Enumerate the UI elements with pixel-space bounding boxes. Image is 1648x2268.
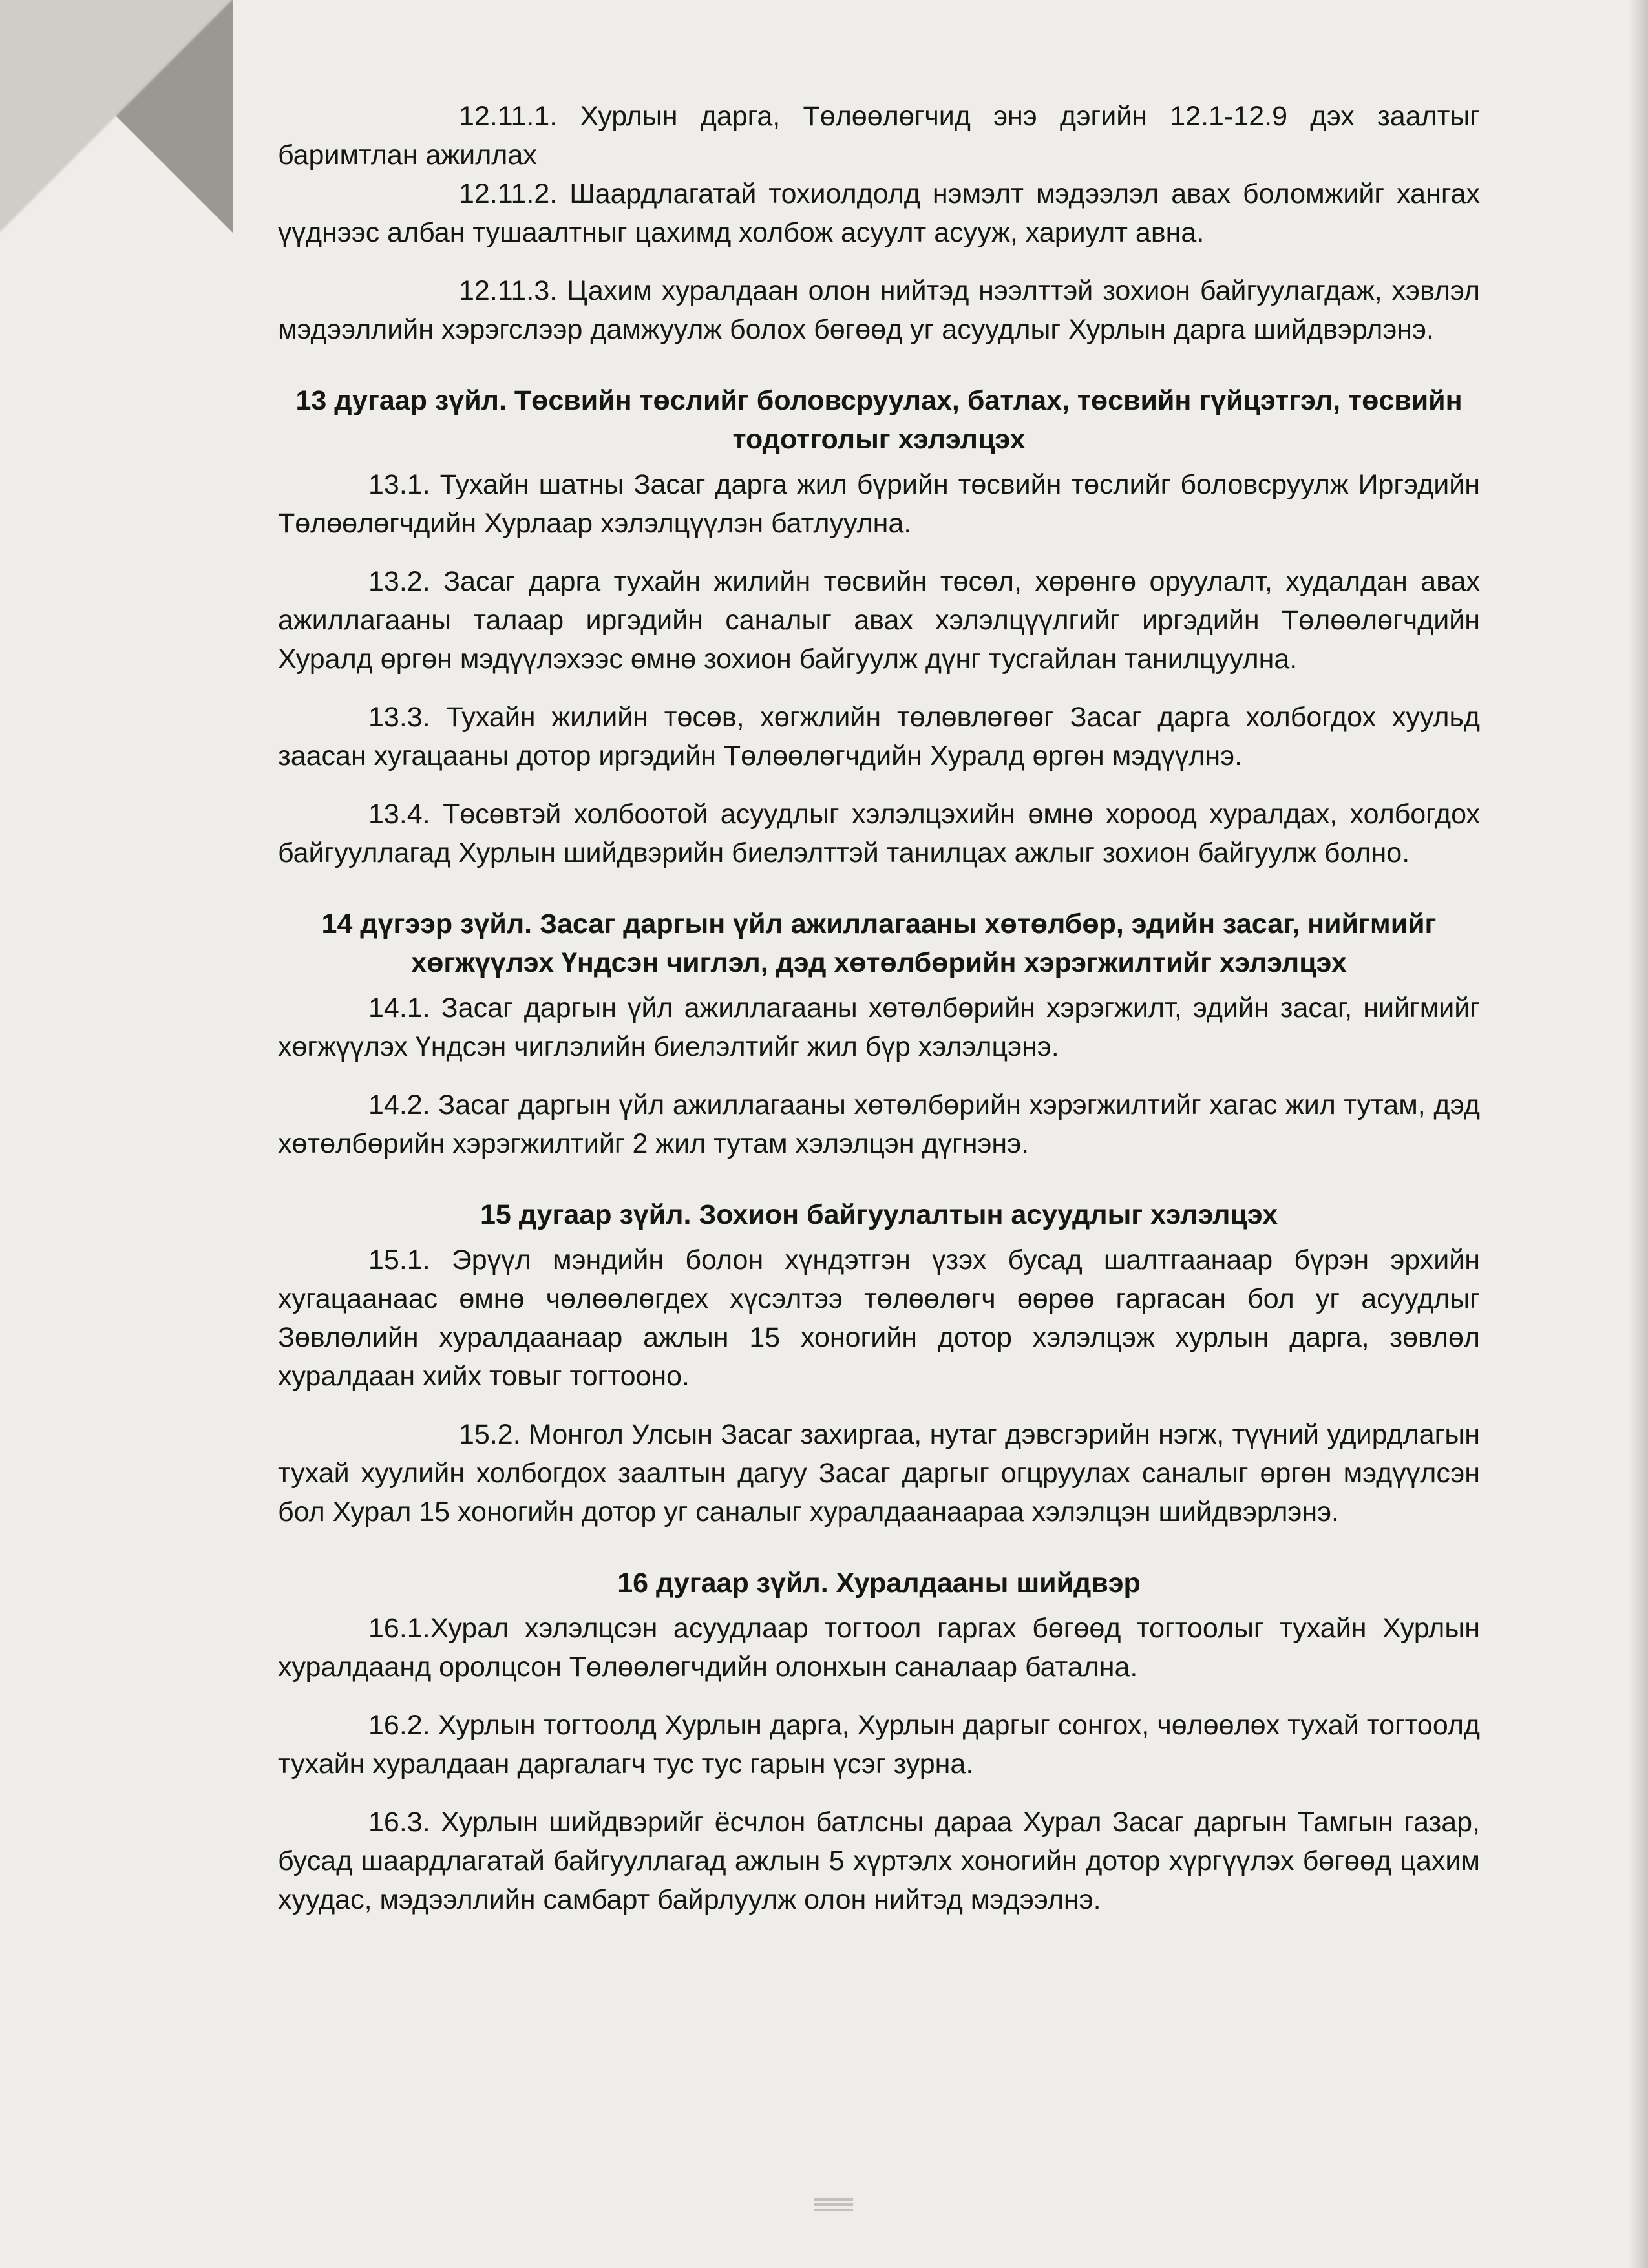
article-15-title: 15 дугаар зүйл. Зохион байгуулалтын асуудлыг хэлэлцэх — [480, 1199, 1278, 1230]
clause-13-4: 13.4. Төсөвтэй холбоотой асуудлыг хэлэлцэхийн өмнө хороод хуралдах, холбогдох байгууллагад Хурлын шийдвэрийн биелэлттэй танилцах ажлыг зохион байгуулж болно. — [278, 799, 1480, 868]
page-edge-shadow — [1629, 0, 1648, 2268]
clause-16-3: 16.3. Хурлын шийдвэрийг ёсчлон батлсны дараа Хурал Засаг даргын Тамгын газар, бусад шаардлагатай байгууллагад ажлын 5 хүртэлх хоногийн дотор хүргүүлэх бөгөөд цахим хуудас, мэдээллийн самбарт байрлуулж олон нийтэд мэдээлнэ. — [278, 1807, 1480, 1915]
clause-14-2: 14.2. Засаг даргын үйл ажиллагааны хөтөлбөрийн хэрэгжилтийг хагас жил тутам, дэд хөтөлбөрийн хэрэгжилтийг 2 жил тутам хэлэлцэн дүгнэнэ. — [278, 1089, 1480, 1159]
clause-13-3: 13.3. Тухайн жилийн төсөв, хөгжлийн төлөвлөгөөг Засаг дарга холбогдох хуульд заасан хугацааны дотор иргэдийн Төлөөлөгчдийн Хуралд өргөн мэдүүлнэ. — [278, 702, 1480, 772]
clause-15-2: 15.2. Монгол Улсын Засаг захиргаа, нутаг дэвсгэрийн нэгж, түүний удирдлагын тухай хуулийн холбогдох заалтын дагуу Засаг даргыг огцруулах саналыг өргөн мэдүүлсэн бол Хурал 15 хоногийн дотор уг саналыг хуралдаанаараа хэлэлцэн шийдвэрлэнэ. — [278, 1419, 1480, 1528]
folded-corner-edge — [0, 0, 239, 239]
clause-16-2: 16.2. Хурлын тогтоолд Хурлын дарга, Хурлын даргыг сонгох, чөлөөлөх тухай тогтоолд тухайн хуралдаан даргалагч тус тус гарын үсэг зурна. — [278, 1710, 1480, 1780]
scan-mark — [814, 2197, 853, 2211]
article-13-title: 13 дугаар зүйл. Төсвийн төслийг боловсруулах, батлах, төсвийн гүйцэтгэл, төсвийн тодотголыг хэлэлцэх — [295, 385, 1463, 455]
clause-13-2: 13.2. Засаг дарга тухайн жилийн төсвийн төсөл, хөрөнгө оруулалт, худалдан авах ажиллагааны талаар иргэдийн саналыг авах хэлэлцүүлгийг иргэдийн Төлөөлөгчдийн Хуралд өргөн мэдүүлэхээс өмнө зохион байгуулж дүнг тусгайлан танилцуулна. — [278, 566, 1480, 675]
clause-12-11-3: 12.11.3. Цахим хуралдаан олон нийтэд нээлттэй зохион байгуулагдаж, хэвлэл мэдээллийн хэрэгслээр дамжуулж болох бөгөөд уг асуудлыг Хурлын дарга шийдвэрлэнэ. — [278, 275, 1480, 345]
clause-13-1: 13.1. Тухайн шатны Засаг дарга жил бүрийн төсвийн төслийг боловсруулж Иргэдийн Төлөөлөгчдийн Хурлаар хэлэлцүүлэн батлуулна. — [278, 469, 1480, 539]
article-16-title: 16 дугаар зүйл. Хуралдааны шийдвэр — [617, 1568, 1141, 1599]
clause-12-11-1: 12.11.1. Хурлын дарга, Төлөөлөгчид энэ дэгийн 12.1-12.9 дэх заалтыг баримтлан ажиллах — [278, 101, 1480, 171]
clause-15-1: 15.1. Эрүүл мэндийн болон хүндэтгэн үзэх бусад шалтгаанаар бүрэн эрхийн хугацаанаас өмнө чөлөөлөгдех хүсэлтээ төлөөлөгч өөрөө гаргасан бол уг асуудлыг Зөвлөлийн хуралдаанаар ажлын 15 хоногийн дотор хэлэлцэж хурлын дарга, зөвлөл хуралдаан хийх товыг тогтооно. — [278, 1244, 1480, 1392]
clause-14-1: 14.1. Засаг даргын үйл ажиллагааны хөтөлбөрийн хэрэгжилт, эдийн засаг, нийгмийг хөгжүүлэх Үндсэн чиглэлийн биелэлтийг жил бүр хэлэлцэнэ. — [278, 992, 1480, 1062]
article-14-title: 14 дүгээр зүйл. Засаг даргын үйл ажиллагааны хөтөлбөр, эдийн засаг, нийгмийг хөгжүүлэх Үндсэн чиглэл, дэд хөтөлбөрийн хэрэгжилтийг хэлэлцэх — [321, 908, 1437, 978]
clause-12-11-2: 12.11.2. Шаардлагатай тохиолдолд нэмэлт мэдээлэл авах боломжийг хангах үүднээс албан тушаалтныг цахимд холбож асуулт асууж, хариулт авна. — [278, 178, 1480, 248]
document-body — [278, 97, 1480, 1919]
clause-16-1: 16.1.Хурал хэлэлцсэн асуудлаар тогтоол гаргах бөгөөд тогтоолыг тухайн Хурлын хуралдаанд оролцсон Төлөөлөгчдийн олонхын саналаар батална. — [278, 1613, 1480, 1683]
